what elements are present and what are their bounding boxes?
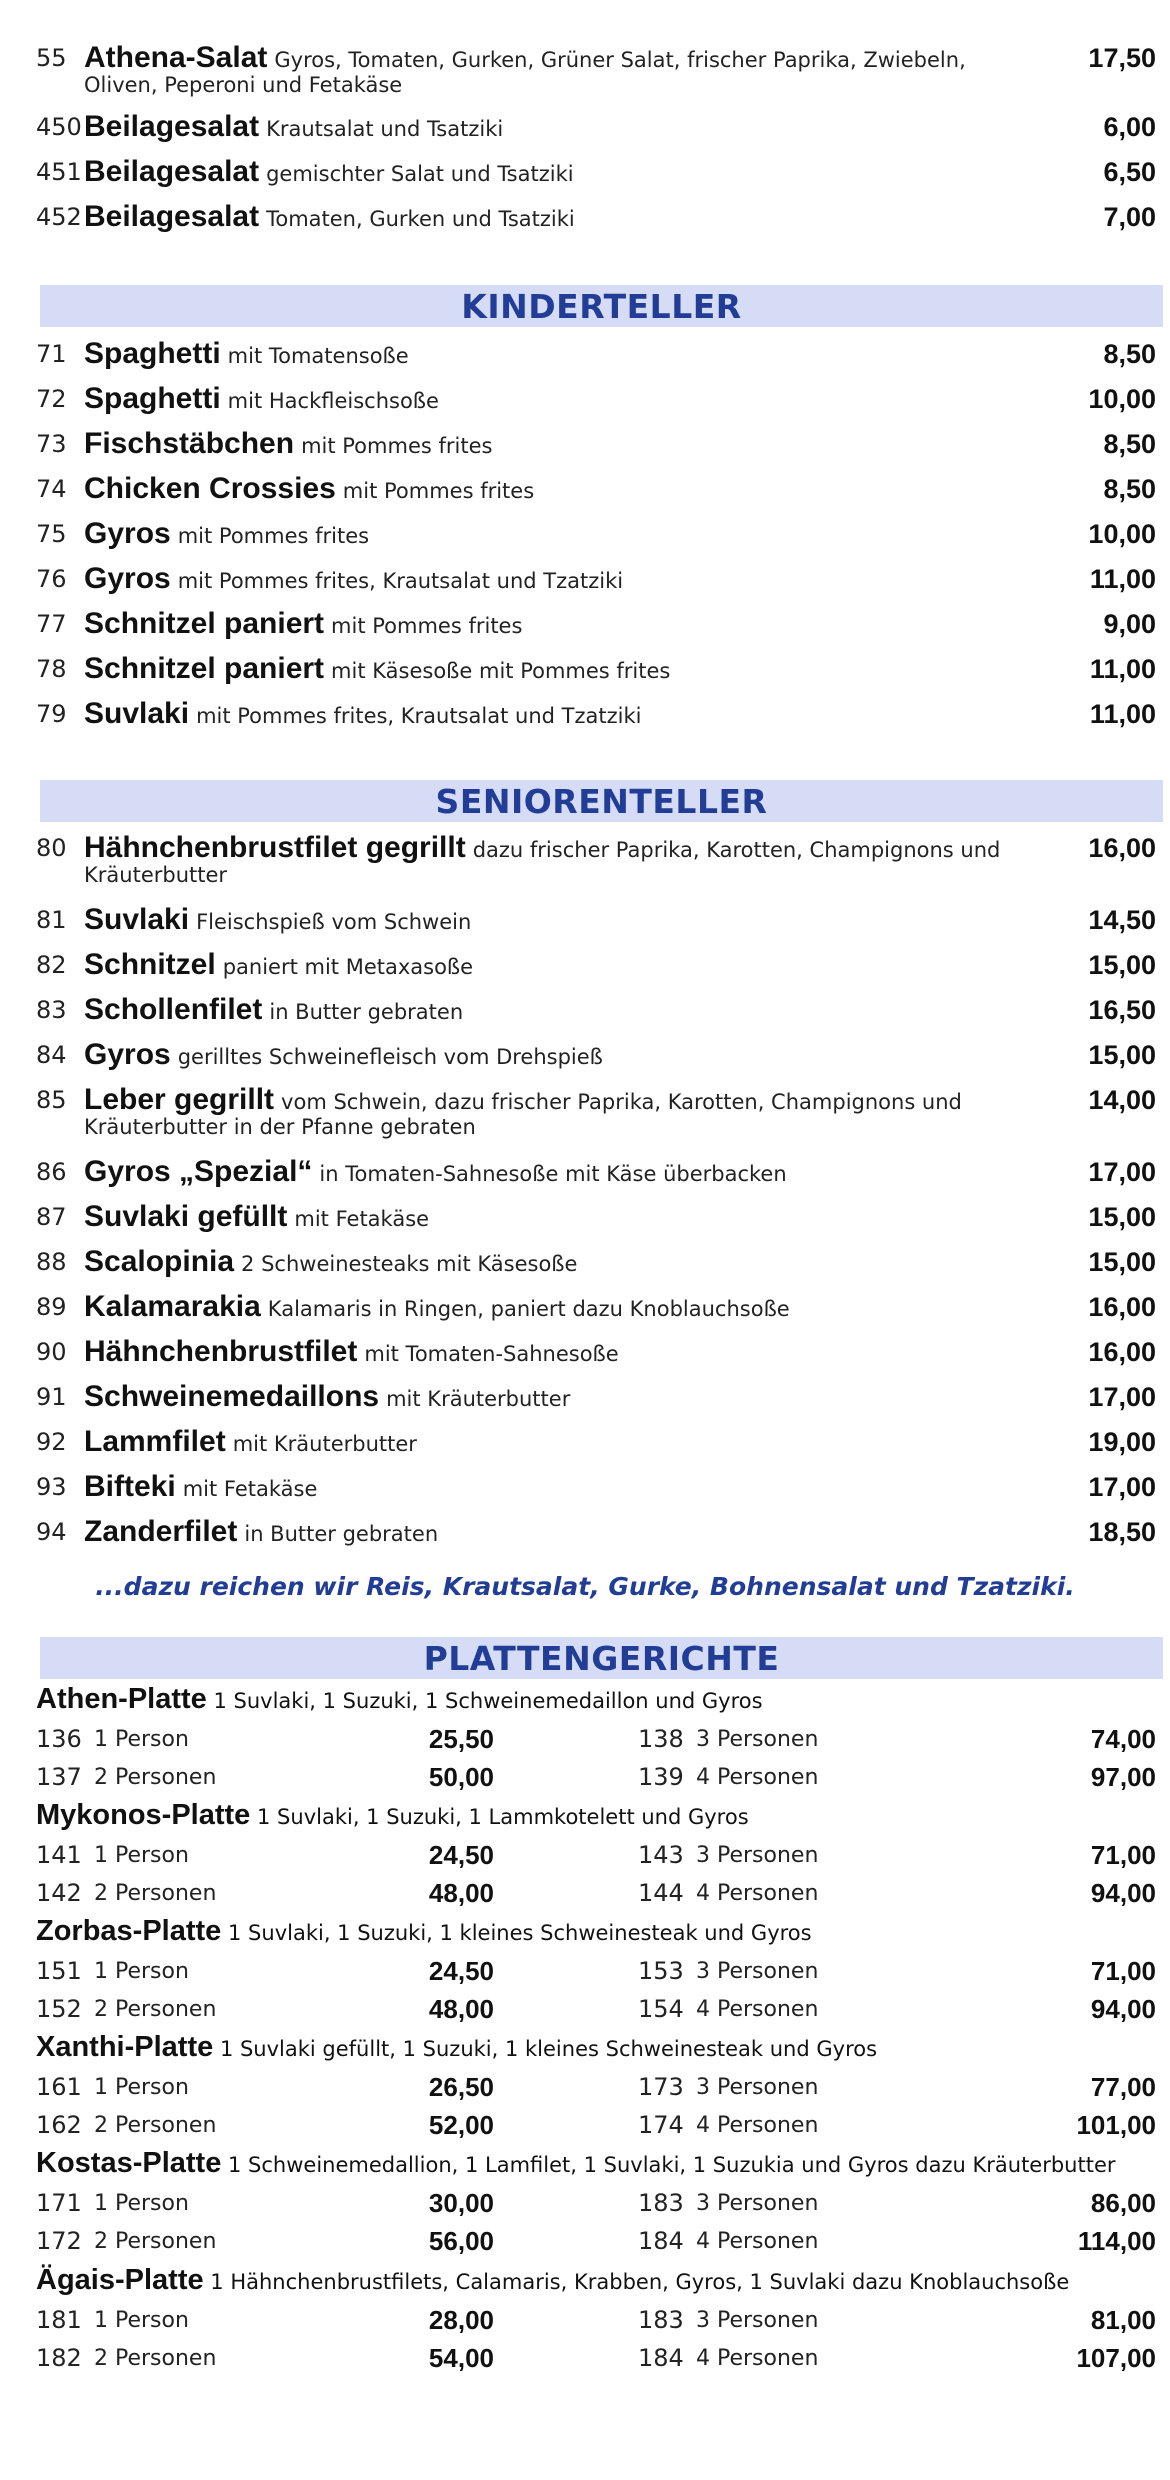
item-name: Spaghetti <box>84 337 221 370</box>
menu-item <box>36 1154 1156 1190</box>
item-name: Spaghetti <box>84 382 221 415</box>
item-number: 86 <box>36 1158 67 1186</box>
menu-item <box>36 516 1156 552</box>
item-number: 450 <box>36 113 82 141</box>
item-description: mit Tomaten-Sahnesoße <box>364 1342 619 1366</box>
item-number: 78 <box>36 655 67 683</box>
item-number: 90 <box>36 1338 67 1366</box>
menu-item <box>36 336 1156 372</box>
option-number: 184 <box>638 2344 684 2372</box>
item-price: 15,00 <box>1088 950 1156 980</box>
option-price: 25,50 <box>428 1723 494 1754</box>
plate-description: 1 Suvlaki gefüllt, 1 Suzuki, 1 kleines Schweinesteak und Gyros <box>219 2037 878 2061</box>
option-price: 97,00 <box>1090 1761 1156 1792</box>
menu-item <box>36 830 1156 888</box>
item-price: 15,00 <box>1088 1040 1156 1070</box>
plate-option <box>638 1837 1156 1873</box>
item-name: Fischstäbchen <box>84 427 295 460</box>
option-persons: 2 Personen <box>94 1764 217 1790</box>
item-price: 16,00 <box>1088 1292 1156 1322</box>
option-number: 143 <box>638 1841 684 1869</box>
item-name: Schnitzel <box>84 948 216 981</box>
item-name: Schweinemedaillons <box>84 1380 380 1413</box>
menu-item <box>36 1244 1156 1280</box>
plate-title <box>36 1683 1156 1716</box>
plate-option <box>36 1721 494 1757</box>
item-number: 80 <box>36 834 67 862</box>
item-number: 82 <box>36 951 67 979</box>
item-description: mit Kräuterbutter <box>386 1387 571 1411</box>
item-price: 11,00 <box>1089 564 1156 594</box>
option-number: 137 <box>36 1763 82 1791</box>
item-name: Schnitzel paniert <box>84 652 325 685</box>
item-price: 16,50 <box>1088 995 1156 1025</box>
item-number: 452 <box>36 203 82 231</box>
menu-item <box>36 1424 1156 1460</box>
item-price: 17,00 <box>1088 1382 1156 1412</box>
plate-description: 1 Suvlaki, 1 Suzuki, 1 Lammkotelett und Gyros <box>257 1805 749 1829</box>
option-persons: 3 Personen <box>696 2074 819 2100</box>
item-description: gemischter Salat und Tsatziki <box>266 162 574 186</box>
option-price: 24,50 <box>428 1955 494 1986</box>
option-persons: 4 Personen <box>696 1764 819 1790</box>
option-number: 183 <box>638 2189 684 2217</box>
option-persons: 3 Personen <box>696 1842 819 1868</box>
plate-option <box>36 2107 494 2143</box>
item-name: Leber gegrillt <box>84 1083 275 1116</box>
menu-item <box>36 1514 1156 1550</box>
menu-item <box>36 154 1156 190</box>
section-heading-seniorenteller: SENIORENTELLER <box>40 780 1163 822</box>
item-description: Kalamaris in Ringen, paniert dazu Knoblauchsoße <box>267 1297 790 1321</box>
option-number: 141 <box>36 1841 82 1869</box>
item-name: Schollenfilet <box>84 993 263 1026</box>
menu-item <box>36 381 1156 417</box>
item-number: 83 <box>36 996 67 1024</box>
plate-option <box>36 2340 494 2376</box>
menu-item <box>36 1037 1156 1073</box>
option-price: 114,00 <box>1077 2225 1156 2256</box>
plate-option <box>36 2185 494 2221</box>
plate-option <box>36 1759 494 1795</box>
option-number: 181 <box>36 2306 82 2334</box>
item-name: Beilagesalat <box>84 200 260 233</box>
item-price: 17,50 <box>1088 43 1156 73</box>
item-description: vom Schwein, dazu frischer Paprika, Karotten, Champignons und Kräuterbutter in der Pfanne gebraten <box>84 1090 962 1139</box>
option-number: 183 <box>638 2306 684 2334</box>
item-price: 17,00 <box>1088 1472 1156 1502</box>
option-persons: 4 Personen <box>696 1996 819 2022</box>
menu-item <box>36 606 1156 642</box>
item-price: 6,00 <box>1103 112 1156 142</box>
item-name: Hähnchenbrustfilet gegrillt <box>84 831 466 864</box>
option-price: 56,00 <box>428 2225 494 2256</box>
option-persons: 4 Personen <box>696 2228 819 2254</box>
plate-option <box>36 2223 494 2259</box>
section-heading-plattengerichte: PLATTENGERICHTE <box>40 1637 1163 1679</box>
menu-item <box>36 902 1156 938</box>
item-number: 79 <box>36 700 67 728</box>
item-description: dazu frischer Paprika, Karotten, Champignons und Kräuterbutter <box>84 838 1001 887</box>
menu-item <box>36 1379 1156 1415</box>
option-price: 71,00 <box>1090 1839 1156 1870</box>
plate-title <box>36 1915 1156 1948</box>
item-name: Zanderfilet <box>84 1515 238 1548</box>
item-name: Lammfilet <box>84 1425 226 1458</box>
item-number: 76 <box>36 565 67 593</box>
option-number: 152 <box>36 1995 82 2023</box>
option-persons: 3 Personen <box>696 1726 819 1752</box>
section-heading-kinderteller: KINDERTELLER <box>40 285 1163 327</box>
plate-description: 1 Suvlaki, 1 Suzuki, 1 kleines Schweinesteak und Gyros <box>228 1921 812 1945</box>
item-price: 11,00 <box>1089 699 1156 729</box>
menu-item <box>36 992 1156 1028</box>
option-persons: 4 Personen <box>696 2112 819 2138</box>
option-number: 144 <box>638 1879 684 1907</box>
plate-name: Zorbas-Platte <box>36 1915 222 1947</box>
option-number: 171 <box>36 2189 82 2217</box>
option-price: 94,00 <box>1090 1993 1156 2024</box>
option-price: 101,00 <box>1076 2109 1156 2140</box>
plate-option <box>638 1721 1156 1757</box>
plate-name: Mykonos-Platte <box>36 1799 251 1831</box>
plate-option <box>638 2302 1156 2338</box>
option-price: 26,50 <box>428 2071 494 2102</box>
option-persons: 1 Person <box>94 2190 189 2216</box>
option-number: 138 <box>638 1725 684 1753</box>
menu-item <box>36 1289 1156 1325</box>
plate-option <box>638 2107 1156 2143</box>
item-description: Krautsalat und Tsatziki <box>266 117 504 141</box>
item-price: 8,50 <box>1103 429 1156 459</box>
item-name: Athena-Salat <box>84 41 268 74</box>
option-number: 151 <box>36 1957 82 1985</box>
item-name: Gyros „Spezial“ <box>84 1155 313 1188</box>
plate-title <box>36 2031 1156 2064</box>
item-name: Beilagesalat <box>84 110 260 143</box>
option-persons: 1 Person <box>94 1726 189 1752</box>
plate-option <box>638 2223 1156 2259</box>
item-name: Chicken Crossies <box>84 472 336 505</box>
item-name: Suvlaki gefüllt <box>84 1200 288 1233</box>
item-description: in Butter gebraten <box>244 1522 439 1546</box>
option-price: 48,00 <box>428 1993 494 2024</box>
item-price: 6,50 <box>1103 157 1156 187</box>
item-price: 10,00 <box>1088 519 1156 549</box>
item-name: Bifteki <box>84 1470 176 1503</box>
item-description: mit Pommes frites <box>177 524 370 548</box>
item-price: 19,00 <box>1088 1427 1156 1457</box>
menu-item <box>36 696 1156 732</box>
plate-option <box>638 2340 1156 2376</box>
item-name: Suvlaki <box>84 903 190 936</box>
option-number: 173 <box>638 2073 684 2101</box>
item-price: 17,00 <box>1088 1157 1156 1187</box>
item-description: Gyros, Tomaten, Gurken, Grüner Salat, frischer Paprika, Zwiebeln, Oliven, Peperoni und Fetakäse <box>84 48 966 97</box>
item-description: mit Pommes frites <box>331 614 523 638</box>
item-price: 7,00 <box>1103 202 1156 232</box>
plate-option <box>638 2185 1156 2221</box>
option-price: 94,00 <box>1090 1877 1156 1908</box>
item-name: Hähnchenbrustfilet <box>84 1335 358 1368</box>
item-name: Scalopinia <box>84 1245 235 1278</box>
item-number: 94 <box>36 1518 67 1546</box>
plate-option <box>36 1991 494 2027</box>
item-price: 15,00 <box>1088 1247 1156 1277</box>
item-description: mit Pommes frites, Krautsalat und Tzatziki <box>177 569 624 593</box>
option-number: 153 <box>638 1957 684 1985</box>
menu-item <box>36 651 1156 687</box>
plate-name: Xanthi-Platte <box>36 2031 214 2063</box>
item-description: 2 Schweinesteaks mit Käsesoße <box>241 1252 578 1276</box>
option-price: 107,00 <box>1076 2342 1156 2373</box>
item-price: 18,50 <box>1088 1517 1156 1547</box>
menu-item <box>36 1082 1156 1140</box>
menu-item <box>36 426 1156 462</box>
menu-item <box>36 1199 1156 1235</box>
item-description: Fleischspieß vom Schwein <box>196 910 472 934</box>
plate-option <box>638 1759 1156 1795</box>
plate-option <box>638 1875 1156 1911</box>
item-description: in Tomaten-Sahnesoße mit Käse überbacken <box>319 1162 787 1186</box>
option-persons: 2 Personen <box>94 2112 217 2138</box>
item-price: 11,00 <box>1089 654 1156 684</box>
item-description: mit Hackfleischsoße <box>227 389 439 413</box>
option-persons: 1 Person <box>94 1842 189 1868</box>
menu-item <box>36 109 1156 145</box>
item-number: 89 <box>36 1293 67 1321</box>
menu-item <box>36 199 1156 235</box>
item-number: 72 <box>36 385 67 413</box>
option-price: 28,00 <box>428 2304 494 2335</box>
option-price: 24,50 <box>428 1839 494 1870</box>
item-number: 93 <box>36 1473 67 1501</box>
plate-option <box>638 2069 1156 2105</box>
option-price: 30,00 <box>428 2187 494 2218</box>
item-number: 88 <box>36 1248 67 1276</box>
item-description: mit Pommes frites, Krautsalat und Tzatziki <box>196 704 642 728</box>
option-persons: 1 Person <box>94 2307 189 2333</box>
item-name: Gyros <box>84 517 171 550</box>
option-persons: 2 Personen <box>94 2345 217 2371</box>
item-name: Schnitzel paniert <box>84 607 325 640</box>
option-persons: 3 Personen <box>696 2307 819 2333</box>
option-persons: 2 Personen <box>94 1880 217 1906</box>
item-name: Gyros <box>84 562 171 595</box>
option-price: 86,00 <box>1090 2187 1156 2218</box>
item-description: mit Fetakäse <box>294 1207 430 1231</box>
plate-option <box>36 2069 494 2105</box>
option-number: 136 <box>36 1725 82 1753</box>
item-description: paniert mit Metaxasoße <box>222 955 474 979</box>
item-number: 92 <box>36 1428 67 1456</box>
option-number: 182 <box>36 2344 82 2372</box>
item-number: 84 <box>36 1041 67 1069</box>
item-number: 73 <box>36 430 67 458</box>
item-name: Beilagesalat <box>84 155 260 188</box>
option-persons: 4 Personen <box>696 1880 819 1906</box>
item-number: 87 <box>36 1203 67 1231</box>
plate-description: 1 Suvlaki, 1 Suzuki, 1 Schweinemedaillon und Gyros <box>213 1689 763 1713</box>
option-price: 77,00 <box>1090 2071 1156 2102</box>
menu-item <box>36 40 1156 98</box>
item-description: mit Fetakäse <box>182 1477 318 1501</box>
option-number: 162 <box>36 2111 82 2139</box>
item-description: mit Tomatensoße <box>227 344 409 368</box>
plate-description: 1 Schweinemedallion, 1 Lamfilet, 1 Suvlaki, 1 Suzukia und Gyros dazu Kräuterbutter <box>228 2153 1116 2177</box>
item-description: mit Käsesoße mit Pommes frites <box>331 659 671 683</box>
option-persons: 4 Personen <box>696 2345 819 2371</box>
item-number: 55 <box>36 44 67 72</box>
option-price: 48,00 <box>428 1877 494 1908</box>
option-price: 81,00 <box>1090 2304 1156 2335</box>
option-price: 54,00 <box>428 2342 494 2373</box>
menu-item <box>36 471 1156 507</box>
option-persons: 2 Personen <box>94 2228 217 2254</box>
plate-name: Kostas-Platte <box>36 2147 222 2179</box>
plate-option <box>36 1953 494 1989</box>
option-persons: 3 Personen <box>696 1958 819 1984</box>
item-price: 14,50 <box>1088 905 1156 935</box>
option-number: 172 <box>36 2227 82 2255</box>
option-number: 174 <box>638 2111 684 2139</box>
item-price: 16,00 <box>1088 1337 1156 1367</box>
option-price: 74,00 <box>1090 1723 1156 1754</box>
option-persons: 2 Personen <box>94 1996 217 2022</box>
item-number: 75 <box>36 520 67 548</box>
item-number: 74 <box>36 475 67 503</box>
item-price: 8,50 <box>1103 339 1156 369</box>
item-number: 85 <box>36 1086 67 1114</box>
option-number: 142 <box>36 1879 82 1907</box>
menu-item <box>36 1334 1156 1370</box>
option-number: 161 <box>36 2073 82 2101</box>
item-description: mit Pommes frites <box>342 479 535 503</box>
option-persons: 3 Personen <box>696 2190 819 2216</box>
item-name: Kalamarakia <box>84 1290 261 1323</box>
option-number: 184 <box>638 2227 684 2255</box>
plate-option <box>36 2302 494 2338</box>
item-price: 9,00 <box>1103 609 1156 639</box>
menu-item <box>36 561 1156 597</box>
plate-option <box>638 1991 1156 2027</box>
item-price: 16,00 <box>1088 833 1156 863</box>
option-price: 50,00 <box>428 1761 494 1792</box>
option-price: 52,00 <box>428 2109 494 2140</box>
item-description: gerilltes Schweinefleisch vom Drehspieß <box>177 1045 603 1069</box>
plate-option <box>36 1875 494 1911</box>
side-dish-note: ...dazu reichen wir Reis, Krautsalat, Gurke, Bohnensalat und Tzatziki. <box>95 1572 1075 1601</box>
item-price: 15,00 <box>1088 1202 1156 1232</box>
plate-title <box>36 1799 1156 1832</box>
item-number: 77 <box>36 610 67 638</box>
item-price: 10,00 <box>1088 384 1156 414</box>
item-number: 91 <box>36 1383 67 1411</box>
option-persons: 1 Person <box>94 2074 189 2100</box>
item-name: Gyros <box>84 1038 171 1071</box>
plate-title <box>36 2147 1156 2180</box>
menu-item <box>36 1469 1156 1505</box>
item-name: Suvlaki <box>84 697 190 730</box>
item-number: 71 <box>36 340 67 368</box>
plate-name: Ägais-Platte <box>36 2264 204 2296</box>
item-price: 14,00 <box>1088 1085 1156 1115</box>
item-description: in Butter gebraten <box>269 1000 464 1024</box>
plate-option <box>36 1837 494 1873</box>
option-persons: 1 Person <box>94 1958 189 1984</box>
item-description: Tomaten, Gurken und Tsatziki <box>266 207 575 231</box>
option-number: 139 <box>638 1763 684 1791</box>
option-number: 154 <box>638 1995 684 2023</box>
menu-item <box>36 947 1156 983</box>
item-number: 81 <box>36 906 67 934</box>
option-price: 71,00 <box>1090 1955 1156 1986</box>
item-price: 8,50 <box>1103 474 1156 504</box>
item-number: 451 <box>36 158 82 186</box>
item-description: mit Pommes frites <box>301 434 493 458</box>
item-description: mit Kräuterbutter <box>232 1432 417 1456</box>
plate-title <box>36 2264 1156 2297</box>
plate-description: 1 Hähnchenbrustfilets, Calamaris, Krabben, Gyros, 1 Suvlaki dazu Knoblauchsoße <box>210 2270 1070 2294</box>
plate-option <box>638 1953 1156 1989</box>
plate-name: Athen-Platte <box>36 1683 207 1715</box>
